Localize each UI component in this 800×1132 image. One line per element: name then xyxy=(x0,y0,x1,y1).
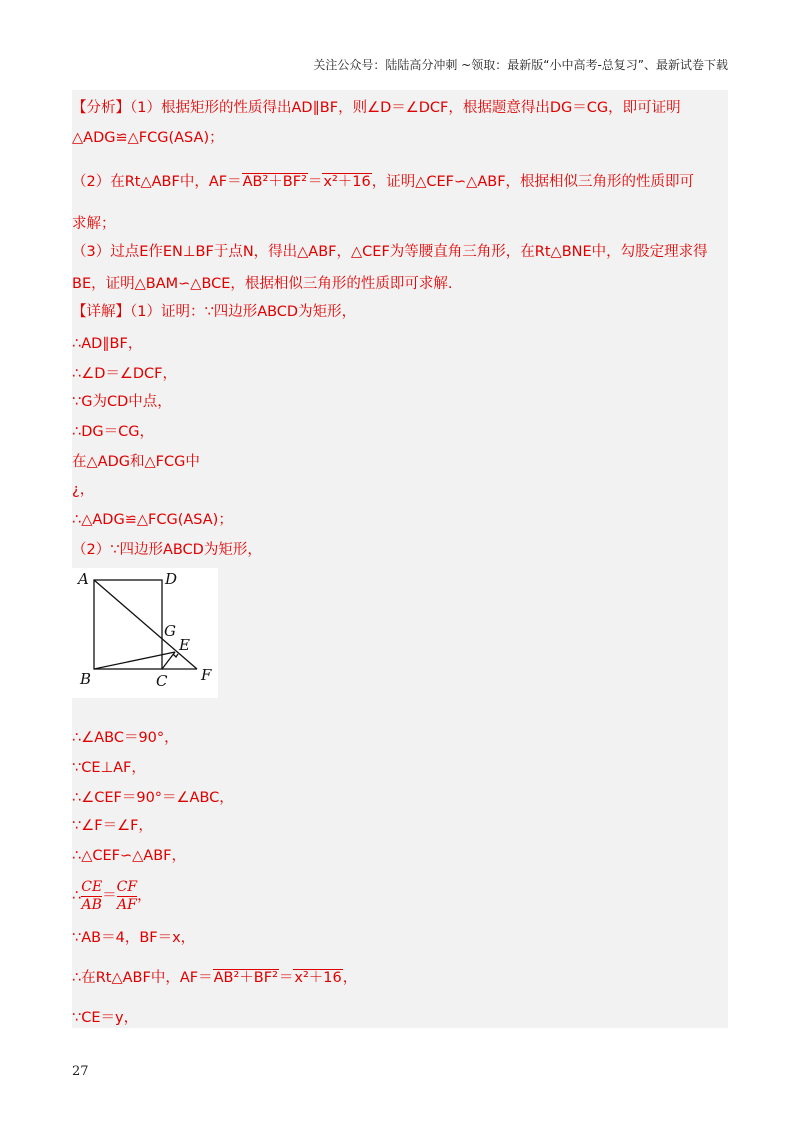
fraction-numerator: CE xyxy=(81,878,103,895)
detail-line-14: ∴△CEF∽△ABF， xyxy=(72,848,187,864)
equals-sign: ＝ xyxy=(278,970,294,986)
fraction-denominator: AF xyxy=(116,896,137,913)
equals-sign: ＝ xyxy=(102,888,117,904)
comma: ， xyxy=(342,970,358,986)
equals-sign: ＝ xyxy=(307,174,323,190)
label-d: D xyxy=(165,570,178,588)
sqrt-ab-bf: AB²＋BF² xyxy=(242,174,307,190)
label-f: F xyxy=(201,666,212,684)
analysis-line-3-text: （2）在Rt△ABF中，AF＝ xyxy=(72,174,242,190)
detail-line-18: ∵CE＝y， xyxy=(72,1010,139,1026)
sqrt-x2-16: x²＋16 xyxy=(294,970,342,986)
label-g: G xyxy=(164,622,176,640)
right-angle-mark xyxy=(173,654,178,657)
analysis-line-2: △ADG≌△FCG(ASA)； xyxy=(72,130,224,146)
detail-line-6: 在△ADG和△FCG中 xyxy=(72,454,200,470)
detail-line-10: ∴∠ABC＝90°， xyxy=(72,730,179,746)
detail-line-8: ∴△ADG≌△FCG(ASA)； xyxy=(72,512,233,528)
fraction-cf-af xyxy=(117,879,137,914)
page-header: 关注公众号：陆陆高分冲刺 ~领取：最新版“小中高考-总复习”、最新试卷下载 xyxy=(313,58,728,72)
rectangle-abcd xyxy=(94,580,162,669)
analysis-line-3-tail: ，证明△CEF∽△ABF，根据相似三角形的性质即可 xyxy=(371,174,695,190)
detail-line-7: ¿， xyxy=(72,482,95,498)
analysis-line-5: （3）过点E作EN⊥BF于点N，得出△ABF，△CEF为等腰直角三角形，在Rt△BNE中，勾股定理求得 xyxy=(72,244,708,260)
detail-line-13: ∵∠F＝∠F， xyxy=(72,818,153,834)
sqrt-ab-bf: AB²＋BF² xyxy=(213,970,278,986)
analysis-line-4: 求解； xyxy=(72,216,116,232)
sqrt-x2-16: x²＋16 xyxy=(323,174,371,190)
detail-line-12: ∴∠CEF＝90°＝∠ABC， xyxy=(72,790,234,806)
fraction-numerator: CF xyxy=(116,878,138,895)
fraction-denominator: AB xyxy=(81,896,102,913)
detail-line-17 xyxy=(72,968,357,988)
fraction-ce-ab xyxy=(81,879,102,914)
analysis-line-6: BE，证明△BAM∽△BCE，根据相似三角形的性质即可求解. xyxy=(72,276,453,292)
analysis-line-1: 【分析】（1）根据矩形的性质得出AD∥BF，则∠D＝∠DCF，根据题意得出DG＝CG，即可证明 xyxy=(72,100,681,116)
geometry-diagram xyxy=(72,568,218,698)
label-b: B xyxy=(80,670,92,688)
detail-line-9: （2）∵四边形ABCD为矩形， xyxy=(72,542,262,558)
geometry-figure xyxy=(72,568,218,698)
label-a: A xyxy=(78,570,89,588)
line-be xyxy=(94,652,175,669)
label-e: E xyxy=(179,636,190,654)
detail-line-2: ∴AD∥BF， xyxy=(72,336,143,352)
comma: ， xyxy=(137,888,152,904)
detail-line-16: ∵AB＝4，BF＝x， xyxy=(72,930,196,946)
detail-line-15 xyxy=(72,876,152,916)
page-number: 27 xyxy=(72,1064,89,1079)
detail-line-3: ∴∠D＝∠DCF， xyxy=(72,366,178,382)
detail-line-1: 【详解】（1）证明：∵四边形ABCD为矩形， xyxy=(72,304,357,320)
therefore-sign: ∴ xyxy=(72,888,82,904)
solution-block xyxy=(72,90,728,1028)
detail-line-5: ∴DG＝CG， xyxy=(72,424,154,440)
line-af xyxy=(94,580,197,669)
detail-line-17-text: ∴在Rt△ABF中，AF＝ xyxy=(72,970,213,986)
detail-line-4: ∵G为CD中点， xyxy=(72,394,172,410)
label-c: C xyxy=(156,672,168,690)
analysis-line-3 xyxy=(72,172,694,192)
detail-line-11: ∵CE⊥AF， xyxy=(72,760,146,776)
